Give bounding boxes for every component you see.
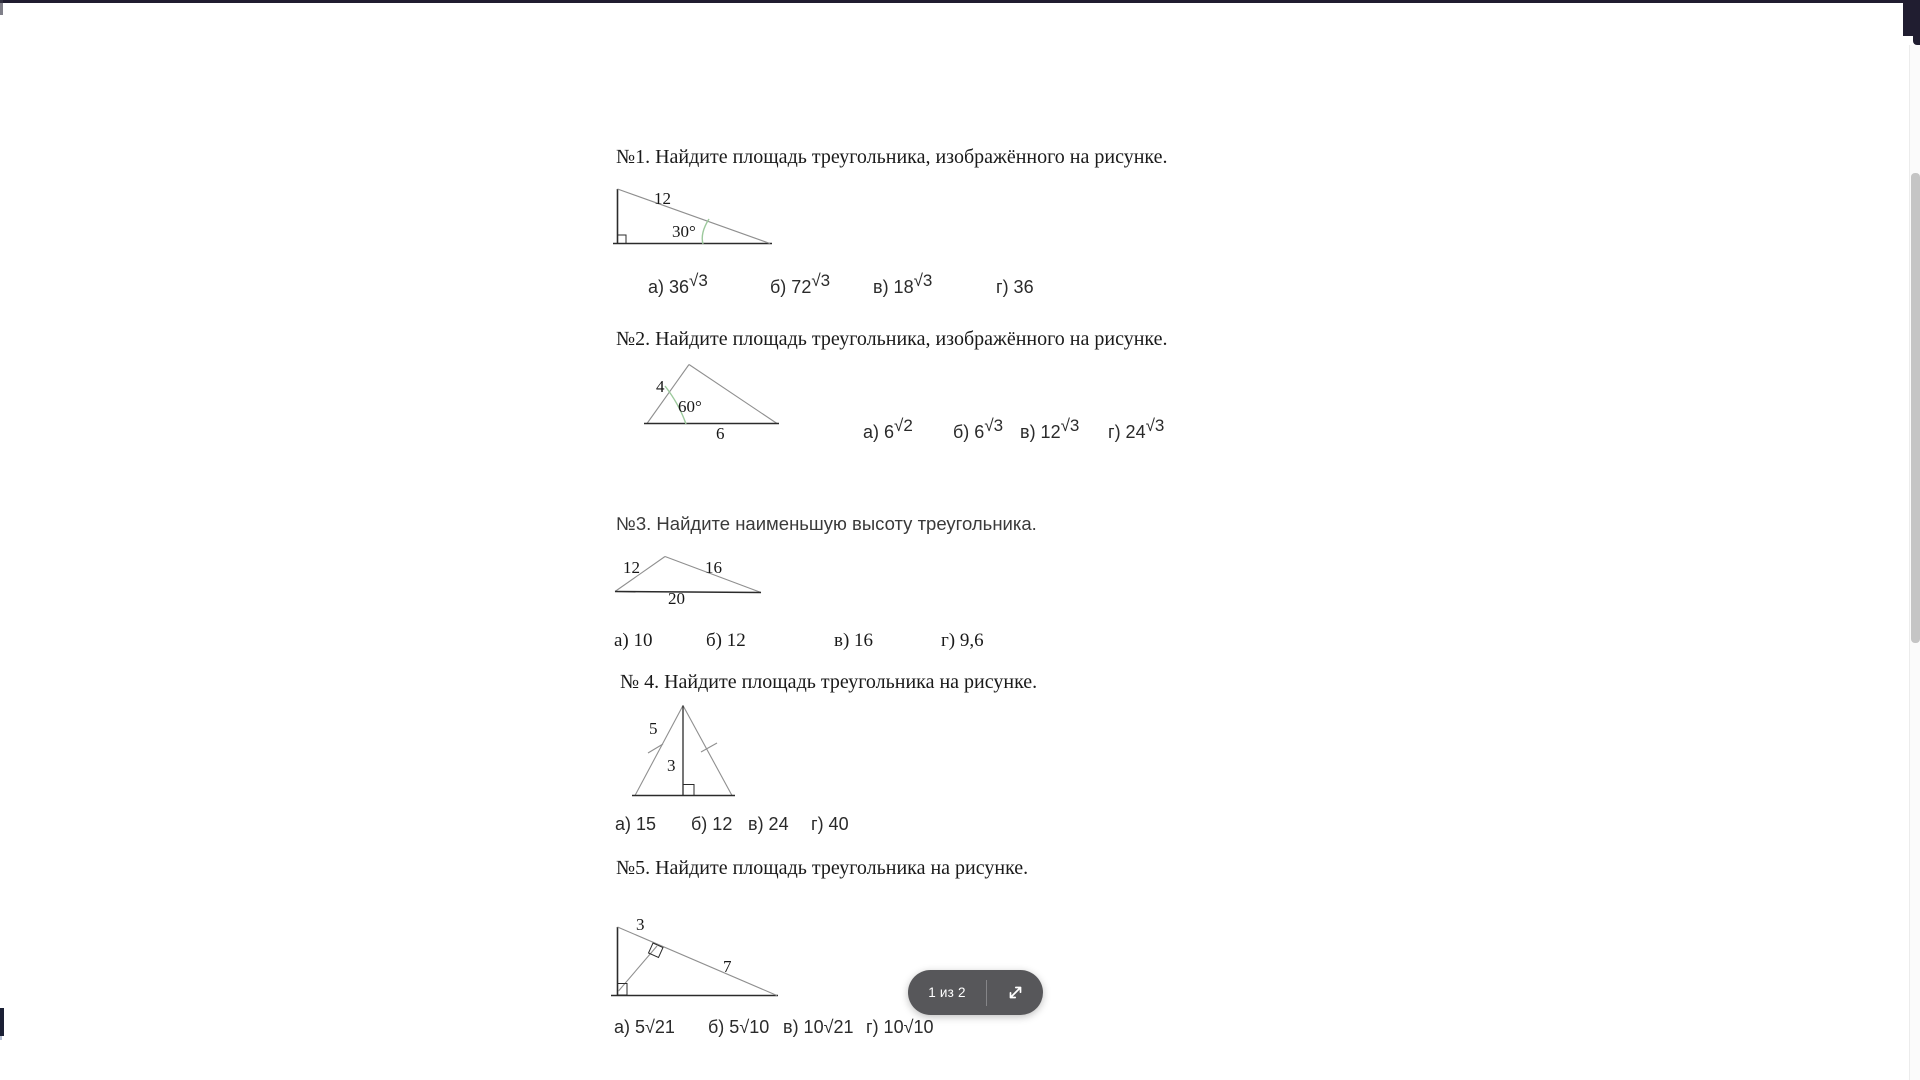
window-top-border bbox=[0, 0, 1920, 3]
fig5-upper-segment-label: 3 bbox=[636, 915, 645, 934]
fig3-left-side-label: 12 bbox=[623, 558, 640, 577]
fig4-side-label: 5 bbox=[649, 719, 658, 738]
window-left-edge-bottom bbox=[0, 1008, 4, 1036]
scrollbar-thumb[interactable] bbox=[1911, 173, 1920, 643]
window-top-right-corner bbox=[1903, 0, 1920, 36]
p5-answer-b: б) 5√10 bbox=[708, 1017, 770, 1037]
fig3-right-side-label: 16 bbox=[705, 558, 722, 577]
triangle-figure-1 bbox=[610, 182, 780, 252]
fig4-height-label: 3 bbox=[667, 756, 676, 775]
triangle-figure-4 bbox=[630, 700, 740, 802]
p3-answer-v: в) 16 bbox=[834, 630, 874, 651]
p1-answer-a: а) $36^{√3}$ bbox=[648, 271, 708, 297]
page-indicator-label: 1 из 2 bbox=[928, 985, 966, 1000]
triangle-figure-3 bbox=[610, 550, 770, 610]
p4-answer-g: г) 40 bbox=[811, 814, 849, 834]
p4-answer-a: а) 15 bbox=[615, 814, 657, 834]
problem-2-title: №2. Найдите площадь треугольника, изображённого на рисунке. bbox=[616, 328, 1168, 350]
problem-4-title: № 4. Найдите площадь треугольника на рисунке. bbox=[620, 671, 1038, 693]
p4-answer-b: б) 12 bbox=[691, 814, 733, 834]
fig1-hypotenuse-label: 12 bbox=[654, 189, 671, 208]
p5-answer-v: в) 10√21 bbox=[783, 1017, 854, 1037]
window-left-edge-bottom-accent bbox=[0, 1036, 2, 1040]
fig2-base-label: 6 bbox=[716, 424, 725, 443]
fig1-angle-label: 30° bbox=[672, 222, 696, 241]
p1-answer-v: в) $18^{√3}$ bbox=[873, 271, 933, 297]
p5-answer-a: а) 5√21 bbox=[614, 1017, 675, 1037]
p2-answer-g: г) $24^{√3}$ bbox=[1108, 416, 1165, 442]
window-top-right-corner-tail bbox=[1913, 36, 1920, 45]
p5-answer-g: г) 10√10 bbox=[866, 1017, 934, 1037]
triangle-figure-2 bbox=[638, 356, 788, 446]
p3-answer-g: г) 9,6 bbox=[941, 630, 984, 651]
p2-answer-a: а) $6^{√2}$ bbox=[863, 416, 913, 442]
expand-icon bbox=[1006, 983, 1025, 1002]
fig2-angle-label: 60° bbox=[678, 397, 702, 416]
p2-answer-b: б) $6^{√3}$ bbox=[953, 416, 1004, 442]
p2-answer-v: в) $12^{√3}$ bbox=[1020, 416, 1080, 442]
p1-answer-g: г) 36 bbox=[996, 277, 1034, 297]
page-indicator-pill bbox=[908, 970, 1043, 1015]
p3-answer-a: а) 10 bbox=[614, 630, 653, 651]
fig2-side-label: 4 bbox=[656, 377, 665, 396]
p4-answer-v: в) 24 bbox=[748, 814, 789, 834]
fig5-lower-segment-label: 7 bbox=[723, 957, 732, 976]
problem-5-title: №5. Найдите площадь треугольника на рисунке. bbox=[616, 857, 1029, 879]
triangle-figure-5 bbox=[606, 908, 784, 1004]
fig3-base-label: 20 bbox=[668, 589, 685, 608]
problem-3-title: №3. Найдите наименьшую высоту треугольника. bbox=[616, 513, 1037, 534]
expand-button[interactable] bbox=[987, 970, 1043, 1015]
window-left-edge-top bbox=[0, 0, 3, 15]
p1-answer-b: б) $72^{√3}$ bbox=[770, 271, 831, 297]
problem-1-title: №1. Найдите площадь треугольника, изображённого на рисунке. bbox=[616, 146, 1168, 168]
p3-answer-b: б) 12 bbox=[706, 630, 746, 651]
